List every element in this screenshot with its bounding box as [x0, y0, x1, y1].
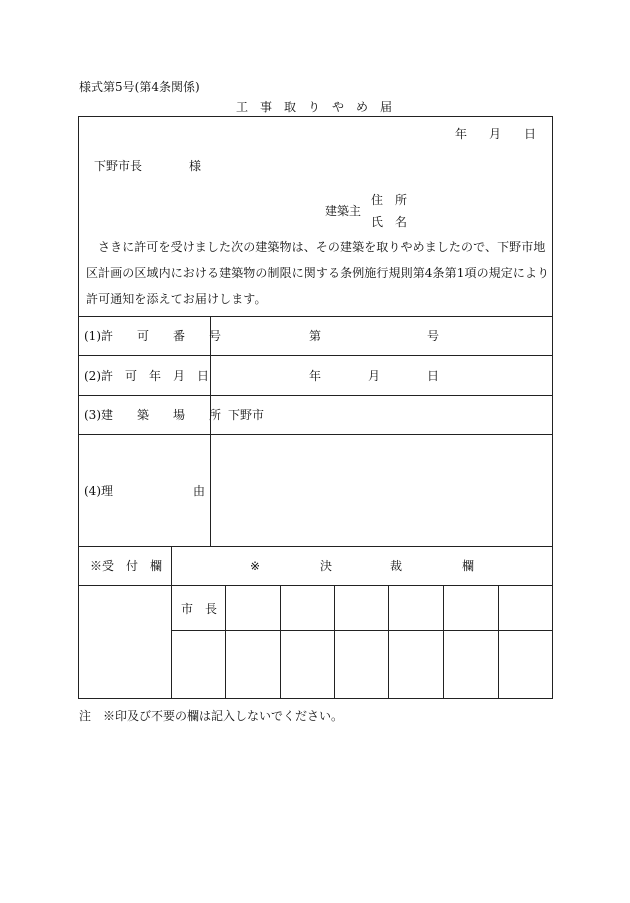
addressee-honorific: 様 — [189, 159, 202, 173]
decision-char: 決 — [320, 559, 333, 573]
decision-cell-divider — [443, 585, 444, 699]
permit-date-month: 月 — [368, 369, 381, 383]
addressee-name: 下野市長 — [94, 159, 143, 173]
decision-cell-divider — [498, 585, 499, 699]
divider — [78, 585, 553, 586]
notice-body-text: さきに許可を受けました次の建築物は、その建築を取りやめましたので、下野市地区計画の区域内における建築物の制限に関する条例施行規則第4条第1項の規定により許可通知を添えてお届けします。 — [86, 240, 550, 306]
divider — [78, 395, 553, 396]
decision-cell-divider — [334, 585, 335, 699]
date-month-label: 月 — [489, 127, 502, 141]
decision-char: 裁 — [390, 559, 403, 573]
location-label: (3)建 築 場 所 — [84, 408, 221, 422]
date-year-label: 年 — [455, 127, 468, 141]
permit-number-prefix: 第 — [309, 329, 322, 343]
date-day-label: 日 — [524, 127, 537, 141]
form-number: 様式第5号(第4条関係) — [79, 80, 200, 94]
permit-date-day: 日 — [427, 369, 440, 383]
reception-label: ※受 付 欄 — [90, 559, 163, 573]
divider — [78, 355, 553, 356]
footer-note: 注 ※印及び不要の欄は記入しないでください。 — [79, 709, 344, 723]
divider — [78, 434, 553, 435]
form-title: 工 事 取 り や め 届 — [236, 100, 393, 114]
permit-number-label: (1)許 可 番 号 — [84, 329, 221, 343]
mayor-label: 市 長 — [181, 602, 218, 616]
builder-name-label: 氏 名 — [371, 215, 408, 229]
decision-cell-divider — [388, 585, 389, 699]
decision-mark: ※ — [250, 559, 261, 573]
divider — [78, 316, 553, 317]
permit-number-suffix: 号 — [427, 329, 440, 343]
divider — [171, 630, 553, 631]
decision-cell-divider — [280, 585, 281, 699]
builder-address-label: 住 所 — [371, 193, 408, 207]
reason-label-end: 由 — [193, 484, 206, 498]
location-value: 下野市 — [228, 408, 265, 422]
divider — [78, 546, 553, 547]
decision-char: 欄 — [462, 559, 475, 573]
decision-cell-divider — [225, 585, 226, 699]
reason-label: (4)理 — [84, 484, 113, 498]
reception-column-divider — [171, 546, 172, 699]
permit-date-year: 年 — [309, 369, 322, 383]
permit-date-label: (2)許 可 年 月 日 — [84, 369, 209, 383]
builder-label: 建築主 — [325, 204, 362, 218]
label-column-divider — [210, 316, 211, 546]
